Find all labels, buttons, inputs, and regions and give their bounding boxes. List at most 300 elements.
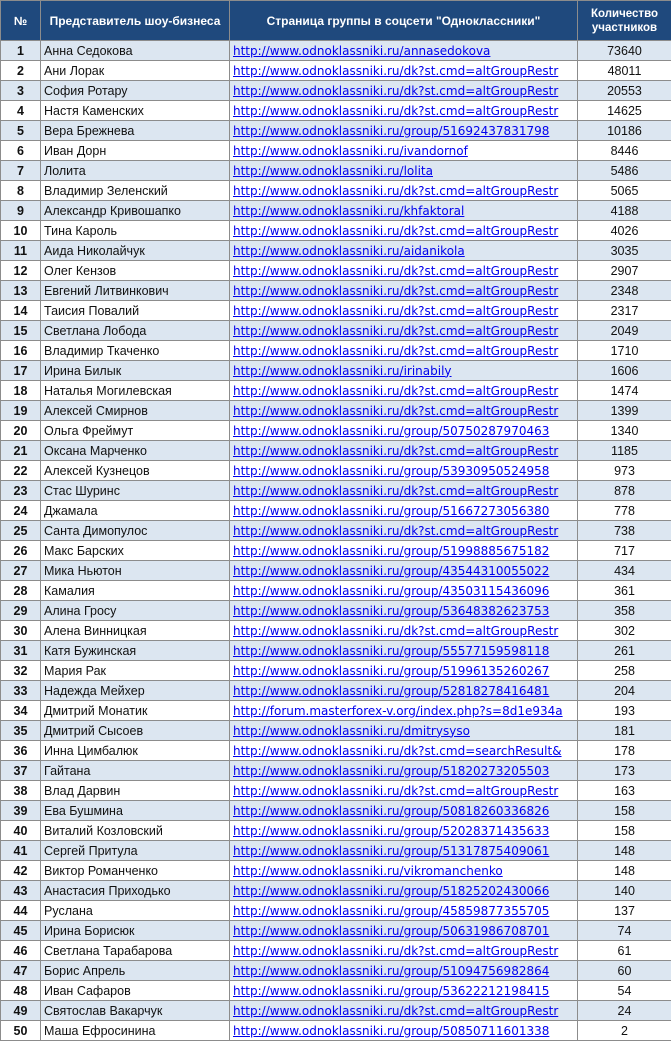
group-link-cell	[230, 441, 578, 461]
member-count: 140	[578, 881, 671, 901]
member-count: 258	[578, 661, 671, 681]
celebrity-name: Алексей Кузнецов	[41, 461, 230, 481]
table-row	[1, 541, 671, 561]
row-number: 21	[1, 441, 41, 461]
group-link-cell	[230, 201, 578, 221]
celebrity-name: София Ротару	[41, 81, 230, 101]
member-count: 204	[578, 681, 671, 701]
member-count: 10186	[578, 121, 671, 141]
table-row	[1, 801, 671, 821]
header-page: Страница группы в соцсети "Одноклассники"	[230, 1, 578, 41]
group-link[interactable]: http://www.odnoklassniki.ru/group/51996135260267	[233, 663, 550, 678]
table-row	[1, 381, 671, 401]
header-count	[578, 1, 671, 41]
group-link-cell	[230, 381, 578, 401]
member-count: 5486	[578, 161, 671, 181]
row-number: 10	[1, 221, 41, 241]
group-link-cell	[230, 181, 578, 201]
member-count: 434	[578, 561, 671, 581]
member-count: 74	[578, 921, 671, 941]
group-link[interactable]: http://www.odnoklassniki.ru/dk?st.cmd=altGroupRestr	[233, 83, 559, 98]
group-link[interactable]: http://www.odnoklassniki.ru/dk?st.cmd=altGroupRestr	[233, 63, 559, 78]
celebrity-name: Анастасия Приходько	[41, 881, 230, 901]
group-link[interactable]: http://www.odnoklassniki.ru/aidanikola	[233, 243, 465, 258]
group-link[interactable]: http://www.odnoklassniki.ru/group/51317875409061	[233, 843, 550, 858]
member-count: 158	[578, 801, 671, 821]
group-link-cell	[230, 881, 578, 901]
header-number: №	[1, 1, 41, 41]
celebrity-name: Оксана Марченко	[41, 441, 230, 461]
group-link[interactable]: http://www.odnoklassniki.ru/group/51692437831798	[233, 123, 550, 138]
group-link-cell	[230, 421, 578, 441]
group-link-cell	[230, 81, 578, 101]
member-count: 193	[578, 701, 671, 721]
group-link-cell	[230, 941, 578, 961]
row-number: 24	[1, 501, 41, 521]
row-number: 2	[1, 61, 41, 81]
table-row	[1, 461, 671, 481]
celebrity-name: Алексей Смирнов	[41, 401, 230, 421]
celebrity-name: Аида Николайчук	[41, 241, 230, 261]
group-link[interactable]: http://www.odnoklassniki.ru/group/50818260336826	[233, 803, 550, 818]
row-number: 12	[1, 261, 41, 281]
row-number: 3	[1, 81, 41, 101]
member-count: 173	[578, 761, 671, 781]
table-row	[1, 741, 671, 761]
member-count: 14625	[578, 101, 671, 121]
group-link-cell	[230, 241, 578, 261]
group-link[interactable]: http://www.odnoklassniki.ru/group/50850711601338	[233, 1023, 550, 1038]
member-count: 181	[578, 721, 671, 741]
group-link-cell	[230, 861, 578, 881]
celebrity-name: Настя Каменских	[41, 101, 230, 121]
group-link[interactable]: http://www.odnoklassniki.ru/dk?st.cmd=altGroupRestr	[233, 623, 559, 638]
row-number: 43	[1, 881, 41, 901]
celebrity-name: Ирина Борисюк	[41, 921, 230, 941]
row-number: 34	[1, 701, 41, 721]
group-link-cell	[230, 721, 578, 741]
row-number: 45	[1, 921, 41, 941]
group-link[interactable]: http://www.odnoklassniki.ru/dk?st.cmd=altGroupRestr	[233, 443, 559, 458]
group-link-cell	[230, 321, 578, 341]
row-number: 22	[1, 461, 41, 481]
table-row	[1, 421, 671, 441]
celebrity-name: Наталья Могилевская	[41, 381, 230, 401]
table-row	[1, 721, 671, 741]
member-count: 73640	[578, 41, 671, 61]
group-link[interactable]: http://www.odnoklassniki.ru/group/52028371435633	[233, 823, 550, 838]
table-row	[1, 941, 671, 961]
celebrity-name: Ани Лорак	[41, 61, 230, 81]
table-row	[1, 901, 671, 921]
row-number: 48	[1, 981, 41, 1001]
table-row	[1, 821, 671, 841]
row-number: 39	[1, 801, 41, 821]
row-number: 29	[1, 601, 41, 621]
group-link[interactable]: http://www.odnoklassniki.ru/dk?st.cmd=altGroupRestr	[233, 103, 559, 118]
row-number: 40	[1, 821, 41, 841]
table-row	[1, 921, 671, 941]
group-link[interactable]: http://www.odnoklassniki.ru/group/52818278416481	[233, 683, 550, 698]
table-row	[1, 861, 671, 881]
table-row	[1, 101, 671, 121]
row-number: 6	[1, 141, 41, 161]
group-link-cell	[230, 601, 578, 621]
celebrity-name: Инна Цимбалюк	[41, 741, 230, 761]
group-link-cell	[230, 961, 578, 981]
table-row	[1, 681, 671, 701]
row-number: 49	[1, 1001, 41, 1021]
group-link-cell	[230, 681, 578, 701]
row-number: 28	[1, 581, 41, 601]
table-row	[1, 361, 671, 381]
member-count: 178	[578, 741, 671, 761]
table-row	[1, 701, 671, 721]
celebrity-name: Дмитрий Сысоев	[41, 721, 230, 741]
member-count: 973	[578, 461, 671, 481]
member-count: 5065	[578, 181, 671, 201]
group-link[interactable]: http://www.odnoklassniki.ru/lolita	[233, 163, 433, 178]
row-number: 37	[1, 761, 41, 781]
row-number: 5	[1, 121, 41, 141]
row-number: 33	[1, 681, 41, 701]
table-row	[1, 41, 671, 61]
group-link-cell	[230, 461, 578, 481]
member-count: 738	[578, 521, 671, 541]
header-name: Представитель шоу-бизнеса	[41, 1, 230, 41]
celebrity-name: Виталий Козловский	[41, 821, 230, 841]
group-link-cell	[230, 1001, 578, 1021]
member-count: 1185	[578, 441, 671, 461]
member-count: 358	[578, 601, 671, 621]
celebrity-name: Камалия	[41, 581, 230, 601]
group-link[interactable]: http://www.odnoklassniki.ru/group/51825202430066	[233, 883, 550, 898]
celebrity-name: Александр Кривошапко	[41, 201, 230, 221]
member-count: 163	[578, 781, 671, 801]
row-number: 32	[1, 661, 41, 681]
celebrity-name: Алина Гросу	[41, 601, 230, 621]
group-link[interactable]: http://www.odnoklassniki.ru/dk?st.cmd=altGroupRestr	[233, 283, 559, 298]
member-count: 137	[578, 901, 671, 921]
row-number: 16	[1, 341, 41, 361]
table-row	[1, 841, 671, 861]
group-link-cell	[230, 481, 578, 501]
table-row	[1, 981, 671, 1001]
group-link-cell	[230, 981, 578, 1001]
row-number: 13	[1, 281, 41, 301]
row-number: 11	[1, 241, 41, 261]
group-link[interactable]: http://www.odnoklassniki.ru/dk?st.cmd=altGroupRestr	[233, 343, 559, 358]
member-count: 24	[578, 1001, 671, 1021]
row-number: 17	[1, 361, 41, 381]
row-number: 35	[1, 721, 41, 741]
group-link-cell	[230, 221, 578, 241]
group-link-cell	[230, 161, 578, 181]
celebrity-name: Владимир Ткаченко	[41, 341, 230, 361]
group-link-cell	[230, 841, 578, 861]
member-count: 1710	[578, 341, 671, 361]
group-link[interactable]: http://www.odnoklassniki.ru/dk?st.cmd=altGroupRestr	[233, 403, 559, 418]
group-link[interactable]: http://www.odnoklassniki.ru/dk?st.cmd=altGroupRestr	[233, 523, 559, 538]
row-number: 31	[1, 641, 41, 661]
row-number: 4	[1, 101, 41, 121]
row-number: 26	[1, 541, 41, 561]
celebrity-name: Стас Шуринс	[41, 481, 230, 501]
group-link[interactable]: http://www.odnoklassniki.ru/dk?st.cmd=altGroupRestr	[233, 783, 559, 798]
group-link[interactable]: http://www.odnoklassniki.ru/group/51998885675182	[233, 543, 550, 558]
member-count: 261	[578, 641, 671, 661]
row-number: 15	[1, 321, 41, 341]
member-count: 1340	[578, 421, 671, 441]
member-count: 60	[578, 961, 671, 981]
group-link-cell	[230, 781, 578, 801]
table-row	[1, 161, 671, 181]
group-link[interactable]: http://www.odnoklassniki.ru/group/55577159598118	[233, 643, 550, 658]
table-row	[1, 341, 671, 361]
table-row	[1, 481, 671, 501]
table-row	[1, 221, 671, 241]
group-link[interactable]: http://www.odnoklassniki.ru/vikromanchenko	[233, 863, 503, 878]
group-link[interactable]: http://www.odnoklassniki.ru/dk?st.cmd=searchResult&	[233, 743, 562, 758]
row-number: 46	[1, 941, 41, 961]
group-link-cell	[230, 341, 578, 361]
group-link[interactable]: http://www.odnoklassniki.ru/group/50750287970463	[233, 423, 550, 438]
group-link-cell	[230, 821, 578, 841]
celebrity-name: Сергей Притула	[41, 841, 230, 861]
table-row	[1, 281, 671, 301]
group-link[interactable]: http://www.odnoklassniki.ru/annasedokova	[233, 43, 491, 58]
member-count: 302	[578, 621, 671, 641]
celebrity-name: Ольга Фреймут	[41, 421, 230, 441]
member-count: 4188	[578, 201, 671, 221]
row-number: 30	[1, 621, 41, 641]
table-row	[1, 561, 671, 581]
celebrity-name: Светлана Тарабарова	[41, 941, 230, 961]
table-row	[1, 881, 671, 901]
group-link[interactable]: http://www.odnoklassniki.ru/dk?st.cmd=altGroupRestr	[233, 1003, 559, 1018]
group-link[interactable]: http://www.odnoklassniki.ru/dk?st.cmd=altGroupRestr	[233, 383, 559, 398]
row-number: 41	[1, 841, 41, 861]
row-number: 14	[1, 301, 41, 321]
celebrity-name: Макс Барских	[41, 541, 230, 561]
member-count: 1474	[578, 381, 671, 401]
group-link[interactable]: http://www.odnoklassniki.ru/group/51094756982864	[233, 963, 550, 978]
celebrity-name: Надежда Мейхер	[41, 681, 230, 701]
group-link-cell	[230, 41, 578, 61]
table-row	[1, 1021, 671, 1041]
celebrity-name: Борис Апрель	[41, 961, 230, 981]
group-link[interactable]: http://www.odnoklassniki.ru/group/45859877355705	[233, 903, 550, 918]
celebrity-name: Тина Кароль	[41, 221, 230, 241]
row-number: 27	[1, 561, 41, 581]
group-link[interactable]: http://www.odnoklassniki.ru/dk?st.cmd=altGroupRestr	[233, 943, 559, 958]
group-link[interactable]: http://www.odnoklassniki.ru/khfaktoral	[233, 203, 465, 218]
group-link[interactable]: http://www.odnoklassniki.ru/dk?st.cmd=altGroupRestr	[233, 303, 559, 318]
table-row	[1, 241, 671, 261]
member-count: 717	[578, 541, 671, 561]
group-link-cell	[230, 621, 578, 641]
table-row	[1, 81, 671, 101]
group-link-cell	[230, 1021, 578, 1041]
row-number: 36	[1, 741, 41, 761]
group-link-cell	[230, 701, 578, 721]
group-link-cell	[230, 581, 578, 601]
celebrity-name: Виктор Романченко	[41, 861, 230, 881]
group-link-cell	[230, 281, 578, 301]
celebrity-name: Евгений Литвинкович	[41, 281, 230, 301]
group-link[interactable]: http://www.odnoklassniki.ru/dk?st.cmd=altGroupRestr	[233, 263, 559, 278]
table-row	[1, 261, 671, 281]
table-row	[1, 621, 671, 641]
row-number: 42	[1, 861, 41, 881]
table-row	[1, 201, 671, 221]
row-number: 20	[1, 421, 41, 441]
group-link-cell	[230, 921, 578, 941]
member-count: 2	[578, 1021, 671, 1041]
group-link-cell	[230, 121, 578, 141]
member-count: 8446	[578, 141, 671, 161]
group-link-cell	[230, 141, 578, 161]
row-number: 25	[1, 521, 41, 541]
celebrity-name: Таисия Повалий	[41, 301, 230, 321]
group-link[interactable]: http://www.odnoklassniki.ru/dk?st.cmd=altGroupRestr	[233, 223, 559, 238]
table-row	[1, 961, 671, 981]
group-link[interactable]: http://www.odnoklassniki.ru/group/53622212198415	[233, 983, 550, 998]
table-row	[1, 401, 671, 421]
member-count: 148	[578, 841, 671, 861]
celebrity-name: Мария Рак	[41, 661, 230, 681]
member-count: 2049	[578, 321, 671, 341]
group-link[interactable]: http://www.odnoklassniki.ru/group/43503115436096	[233, 583, 550, 598]
group-link-cell	[230, 661, 578, 681]
celebrity-name: Светлана Лобода	[41, 321, 230, 341]
group-link-cell	[230, 361, 578, 381]
celebrity-name: Маша Ефросинина	[41, 1021, 230, 1041]
table-row	[1, 141, 671, 161]
header-count-line1: Количество	[590, 7, 659, 20]
member-count: 3035	[578, 241, 671, 261]
celebrity-name: Лолита	[41, 161, 230, 181]
group-link-cell	[230, 501, 578, 521]
row-number: 18	[1, 381, 41, 401]
celebrity-name: Гайтана	[41, 761, 230, 781]
group-link-cell	[230, 761, 578, 781]
row-number: 23	[1, 481, 41, 501]
member-count: 2317	[578, 301, 671, 321]
group-link[interactable]: http://www.odnoklassniki.ru/dk?st.cmd=altGroupRestr	[233, 183, 559, 198]
celebrity-name: Ирина Билык	[41, 361, 230, 381]
member-count: 158	[578, 821, 671, 841]
member-count: 54	[578, 981, 671, 1001]
group-link[interactable]: http://www.odnoklassniki.ru/group/43544310055022	[233, 563, 550, 578]
table-row	[1, 121, 671, 141]
member-count: 4026	[578, 221, 671, 241]
table-row	[1, 61, 671, 81]
group-link-cell	[230, 541, 578, 561]
group-link[interactable]: http://www.odnoklassniki.ru/group/51820273205503	[233, 763, 550, 778]
member-count: 1399	[578, 401, 671, 421]
group-link[interactable]: http://forum.masterforex-v.org/index.php?s=8d1e934a	[233, 703, 563, 718]
group-link[interactable]: http://www.odnoklassniki.ru/group/50631986708701	[233, 923, 550, 938]
table-row	[1, 641, 671, 661]
celebrity-name: Руслана	[41, 901, 230, 921]
group-link[interactable]: http://www.odnoklassniki.ru/ivandornof	[233, 143, 468, 158]
group-link[interactable]: http://www.odnoklassniki.ru/dk?st.cmd=altGroupRestr	[233, 483, 559, 498]
member-count: 778	[578, 501, 671, 521]
celebrity-name: Владимир Зеленский	[41, 181, 230, 201]
celebrity-name: Джамала	[41, 501, 230, 521]
table-row	[1, 781, 671, 801]
table-row	[1, 581, 671, 601]
table-row	[1, 301, 671, 321]
table-row	[1, 181, 671, 201]
group-link[interactable]: http://www.odnoklassniki.ru/dmitrysyso	[233, 723, 470, 738]
group-link-cell	[230, 641, 578, 661]
member-count: 878	[578, 481, 671, 501]
celebrity-name: Анна Седокова	[41, 41, 230, 61]
group-link[interactable]: http://www.odnoklassniki.ru/group/53648382623753	[233, 603, 550, 618]
row-number: 9	[1, 201, 41, 221]
row-number: 47	[1, 961, 41, 981]
group-link-cell	[230, 521, 578, 541]
group-link-cell	[230, 901, 578, 921]
member-count: 61	[578, 941, 671, 961]
table-row	[1, 321, 671, 341]
celebrity-name: Ева Бушмина	[41, 801, 230, 821]
table-row	[1, 601, 671, 621]
group-link[interactable]: http://www.odnoklassniki.ru/group/51667273056380	[233, 503, 550, 518]
group-link[interactable]: http://www.odnoklassniki.ru/group/53930950524958	[233, 463, 550, 478]
member-count: 2907	[578, 261, 671, 281]
group-link-cell	[230, 401, 578, 421]
row-number: 7	[1, 161, 41, 181]
group-link-cell	[230, 261, 578, 281]
row-number: 1	[1, 41, 41, 61]
group-link-cell	[230, 101, 578, 121]
group-link-cell	[230, 61, 578, 81]
group-link[interactable]: http://www.odnoklassniki.ru/irinabily	[233, 363, 452, 378]
celebrity-name: Дмитрий Монатик	[41, 701, 230, 721]
group-link-cell	[230, 301, 578, 321]
celebrity-name: Катя Бужинская	[41, 641, 230, 661]
member-count: 48011	[578, 61, 671, 81]
table-row	[1, 661, 671, 681]
celebrity-name: Санта Димопулос	[41, 521, 230, 541]
table-row	[1, 501, 671, 521]
table-row	[1, 761, 671, 781]
table-row	[1, 521, 671, 541]
table-row	[1, 441, 671, 461]
celebrity-name: Иван Дорн	[41, 141, 230, 161]
celebrity-name: Святослав Вакарчук	[41, 1001, 230, 1021]
celebrity-name: Мика Ньютон	[41, 561, 230, 581]
table-header-row	[1, 1, 671, 41]
group-link-cell	[230, 741, 578, 761]
celebrity-name: Влад Дарвин	[41, 781, 230, 801]
header-count-line2: участников	[591, 21, 658, 34]
member-count: 2348	[578, 281, 671, 301]
celebrity-name: Олег Кензов	[41, 261, 230, 281]
row-number: 44	[1, 901, 41, 921]
member-count: 148	[578, 861, 671, 881]
row-number: 50	[1, 1021, 41, 1041]
member-count: 1606	[578, 361, 671, 381]
row-number: 38	[1, 781, 41, 801]
celebrity-name: Иван Сафаров	[41, 981, 230, 1001]
row-number: 8	[1, 181, 41, 201]
group-link[interactable]: http://www.odnoklassniki.ru/dk?st.cmd=altGroupRestr	[233, 323, 559, 338]
table-body	[1, 41, 671, 1041]
